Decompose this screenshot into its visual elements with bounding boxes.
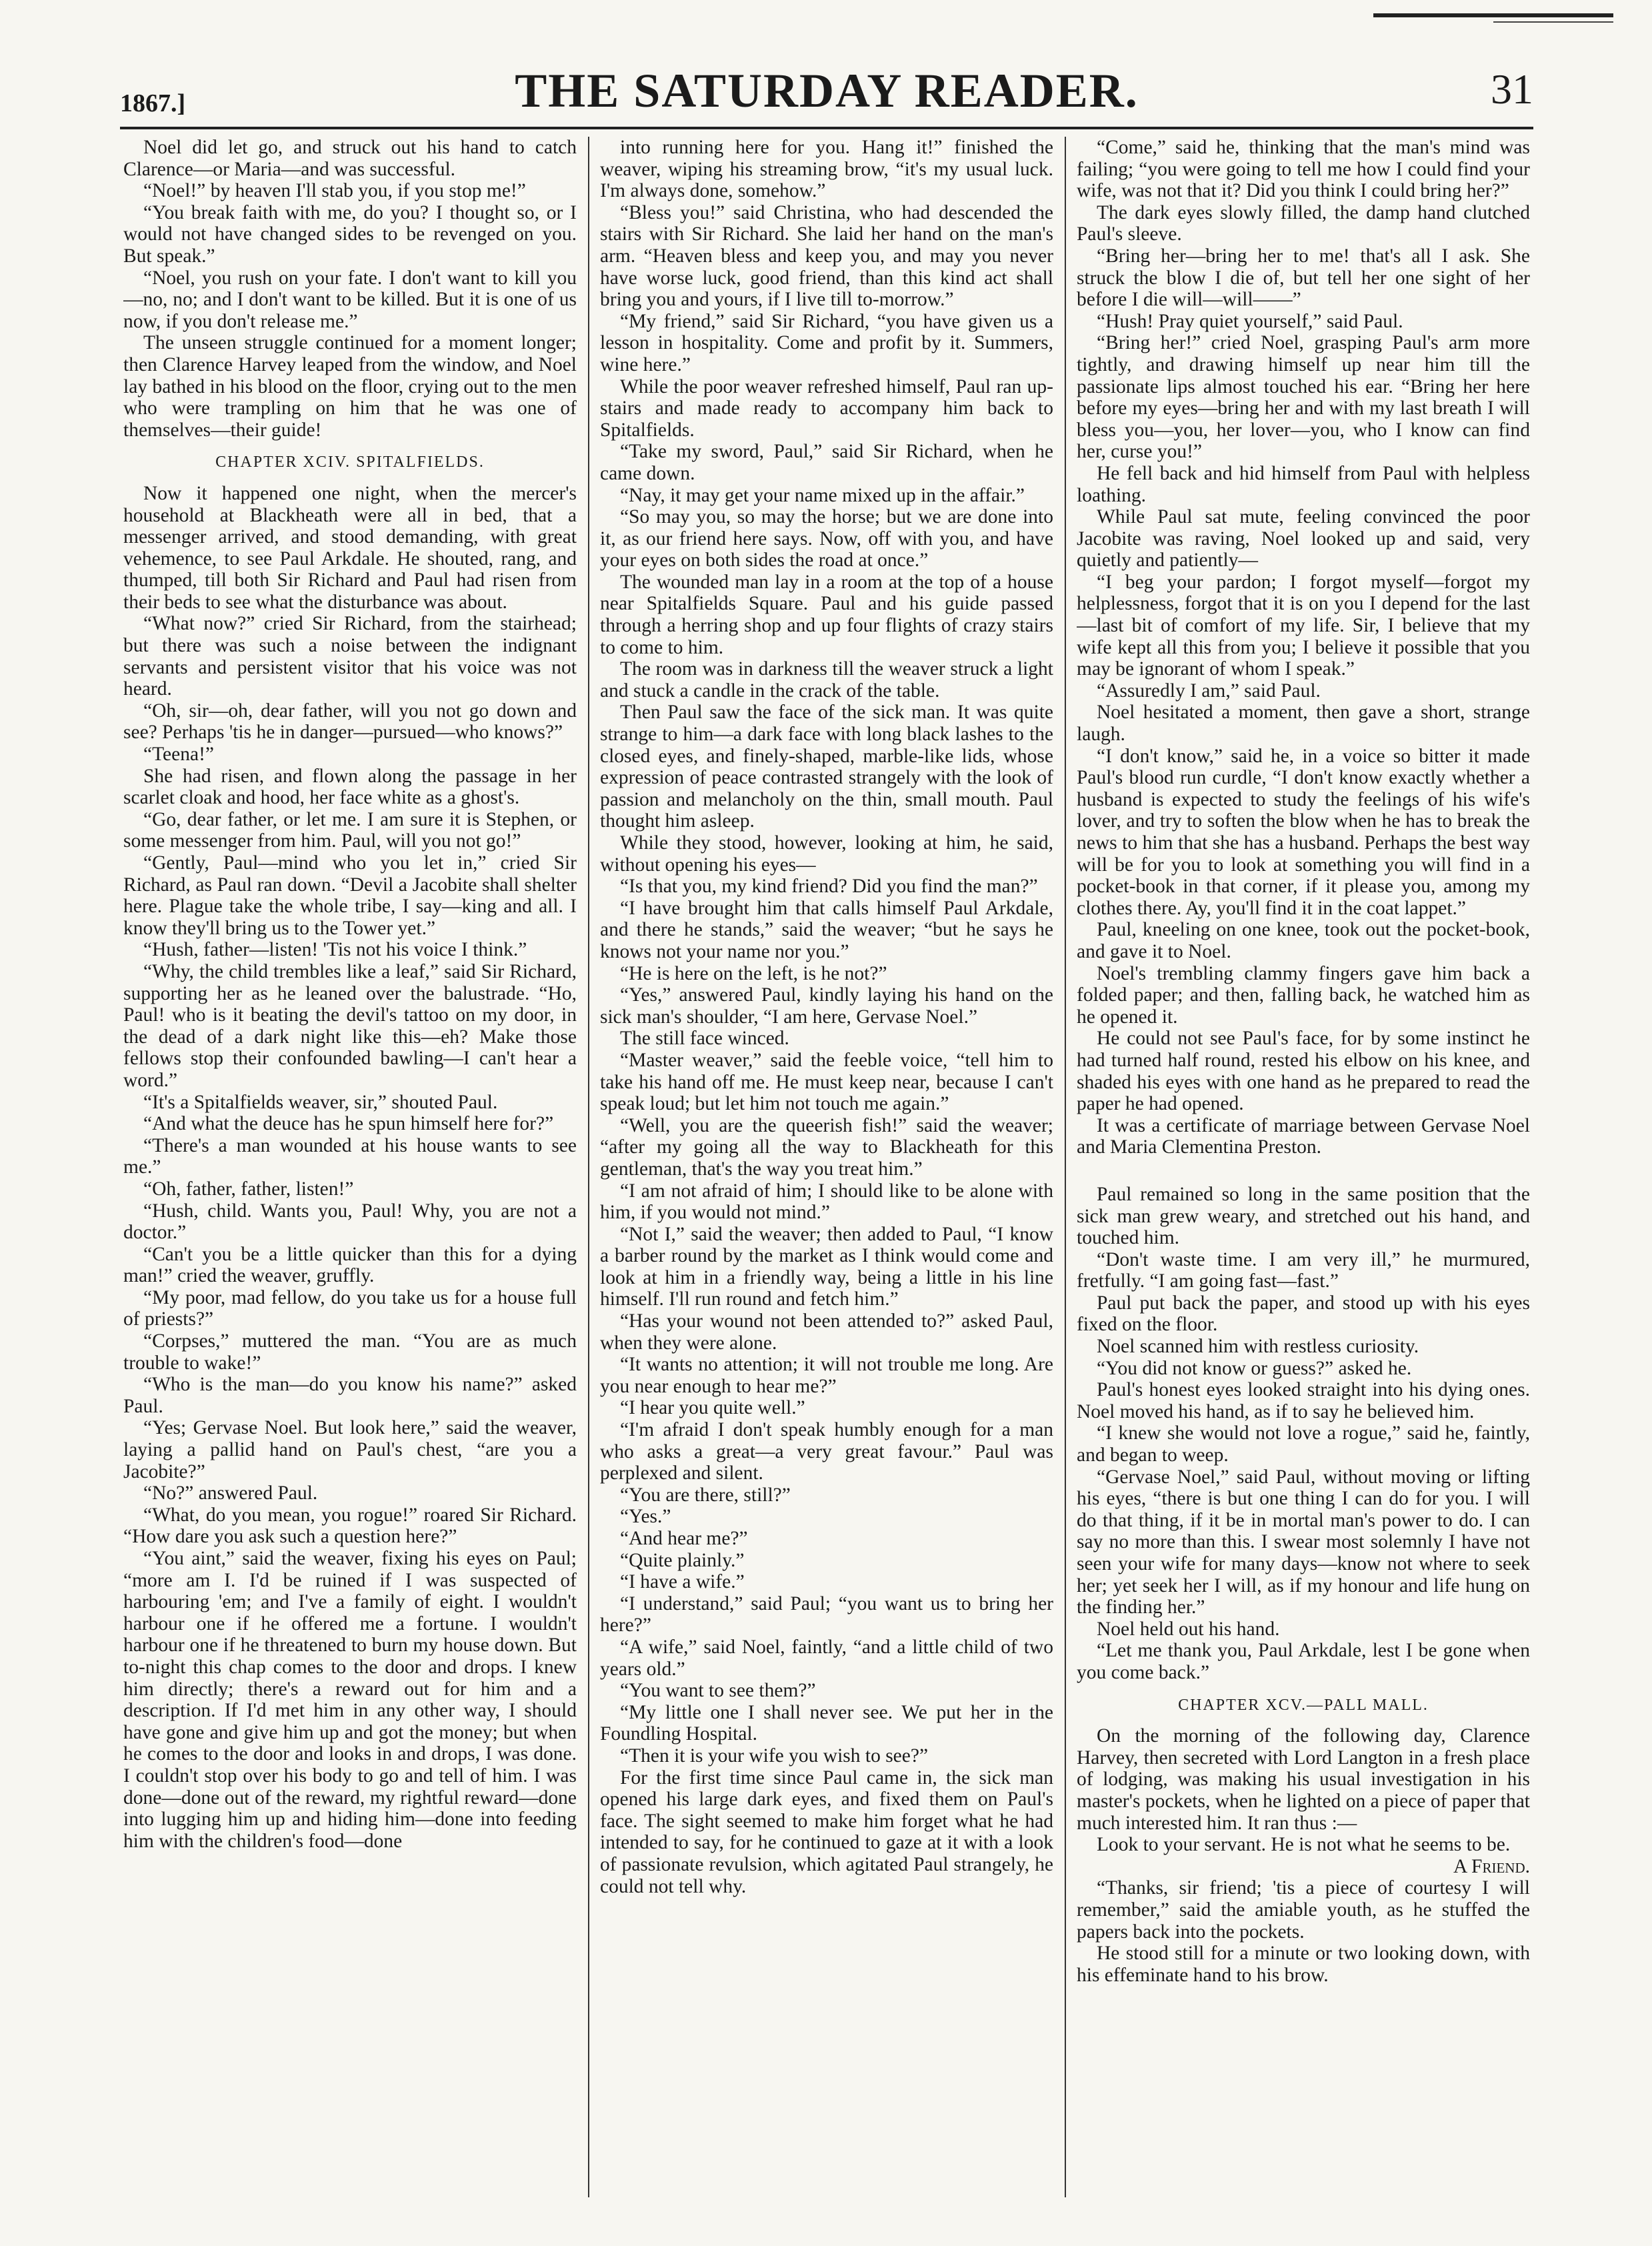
paragraph: “He is here on the left, is he not?” bbox=[620, 962, 887, 984]
paragraph: “Why, the child trembles like a leaf,” said Sir Richard, supporting her as he leaned over the balustrade. “Ho, Paul! who is it beating the devil's tattoo on my door, in the dead of a dark night like this—eh? Make those fellows stop their confounded bawling—I can't hear a word.” bbox=[123, 960, 577, 1091]
paragraph: “My little one I shall never see. We put her in the Foundling Hospital. bbox=[600, 1701, 1053, 1745]
paragraph: Paul remained so long in the same position that the sick man grew weary, and stretched out his hand, and touched him. bbox=[1077, 1183, 1530, 1249]
paragraph: The wounded man lay in a room at the top of a house near Spitalfields Square. Paul and his guide passed through a herring shop and up four flights of crazy stairs to come to him. bbox=[600, 571, 1053, 658]
paragraph: “Oh, sir—oh, dear father, will you not go down and see? Perhaps 'tis he in danger—pursued—who knows?” bbox=[123, 700, 577, 744]
paragraph: Paul's honest eyes looked straight into his dying ones. Noel moved his hand, as if to say he believed him. bbox=[1077, 1379, 1530, 1422]
paragraph: Noel did let go, and struck out his hand to catch Clarence—or Maria—and was successful. bbox=[123, 137, 577, 180]
paragraph: “There's a man wounded at his house wants to see me.” bbox=[123, 1134, 577, 1178]
paragraph: “Hush, child. Wants you, Paul! Why, you are not a doctor.” bbox=[123, 1200, 577, 1244]
paragraph: “Oh, father, father, listen!” bbox=[143, 1178, 354, 1200]
paragraph: “Thanks, sir friend; 'tis a piece of courtesy I will remember,” said the amiable youth, as he stuffed the papers back into the pockets. bbox=[1077, 1877, 1530, 1943]
paragraph: “I have brought him that calls himself Paul Arkdale, and there he stands,” said the weaver; “but he says he knows not your name nor you.” bbox=[600, 897, 1053, 962]
paragraph: It was a certificate of marriage between Gervase Noel and Maria Clementina Preston. bbox=[1077, 1114, 1530, 1158]
paragraph: “Master weaver,” said the feeble voice, “tell him to take his hand off me. He must keep near, because I can't speak loud; but let him not touch me again.” bbox=[600, 1049, 1053, 1115]
paragraph: “Gently, Paul—mind who you let in,” cried Sir Richard, as Paul ran down. “Devil a Jacobite shall shelter here. Plague take the whole tribe, I say—king and all. I know they'll bring us to the Tower yet.” bbox=[123, 852, 577, 939]
top-rule-decoration bbox=[1373, 13, 1613, 17]
paragraph: While Paul sat mute, feeling convinced the poor Jacobite was raving, Noel looked up and said, very quietly and patiently— bbox=[1077, 506, 1530, 572]
paragraph: He fell back and hid himself from Paul with helpless loathing. bbox=[1077, 462, 1530, 506]
paragraph: The dark eyes slowly filled, the damp hand clutched Paul's sleeve. bbox=[1077, 201, 1530, 245]
paragraph: “Yes.” bbox=[620, 1506, 671, 1528]
column-3 bbox=[1077, 137, 1530, 2217]
paragraph: “My friend,” said Sir Richard, “you have given us a lesson in hospitality. Come and profit by it. Summers, wine here.” bbox=[600, 310, 1053, 375]
paragraph: “It's a Spitalfields weaver, sir,” shouted Paul. bbox=[143, 1091, 498, 1113]
paragraph: Paul, kneeling on one knee, took out the pocket-book, and gave it to Noel. bbox=[1077, 919, 1530, 962]
paragraph: “You are there, still?” bbox=[620, 1484, 791, 1506]
paragraph: “Nay, it may get your name mixed up in the affair.” bbox=[620, 484, 1025, 506]
paragraph: “Who is the man—do you know his name?” asked Paul. bbox=[123, 1374, 577, 1417]
paragraph: “Bless you!” said Christina, who had descended the stairs with Sir Richard. She laid her hand on the man's arm. “Heaven bless and keep you, and may you never have worse luck, good friend, than this kind act shall bring you and yours, if I live till to-morrow.” bbox=[600, 201, 1053, 311]
paragraph: into running here for you. Hang it!” finished the weaver, wiping his streaming brow, “it's my usual luck. I'm always done, somehow.” bbox=[600, 137, 1053, 202]
paragraph: “Bring her!” cried Noel, grasping Paul's arm more tightly, and drawing himself up near him till the passionate lips almost touched his ear. “Bring her here before my eyes—bring her and with my last breath I will bless you—you, her lover—you, who I know can find her, curse you!” bbox=[1077, 332, 1530, 463]
paragraph: “I'm afraid I don't speak humbly enough for a man who asks a great—a very great favour.” Paul was perplexed and silent. bbox=[600, 1419, 1053, 1484]
paragraph: “I knew she would not love a rogue,” said he, faintly, and began to weep. bbox=[1077, 1422, 1530, 1466]
paragraph: “Is that you, my kind friend? Did you find the man?” bbox=[620, 876, 1038, 898]
masthead-title: THE SATURDAY READER. bbox=[515, 64, 1139, 117]
paragraph: “Well, you are the queerish fish!” said the weaver; “after my going all the way to Blackheath for this gentleman, that's the way you treat him.” bbox=[600, 1114, 1053, 1180]
paragraph: “No?” answered Paul. bbox=[143, 1482, 318, 1504]
paragraph: While they stood, however, looking at him, he said, without opening his eyes— bbox=[600, 832, 1053, 876]
paragraph: Now it happened one night, when the mercer's household at Blackheath were all in bed, that a messenger arrived, and stood demanding, with great vehemence, to see Paul Arkdale. He shouted, rang, and thumped, till both Sir Richard and Paul had risen from their beds to see what the disturbance was about. bbox=[123, 482, 577, 613]
paragraph: “I beg your pardon; I forgot myself—forgot my helplessness, forgot that it is on you I depend for the last—last bit of comfort of my life. Sir, I believe that my wife kept all this from you; I believe it possible that you may be ignorant of whom I speak.” bbox=[1077, 571, 1530, 680]
paragraph: “Can't you be a little quicker than this for a dying man!” cried the weaver, gruffly. bbox=[123, 1243, 577, 1287]
paragraph: “Yes,” answered Paul, kindly laying his hand on the sick man's shoulder, “I am here, Gervase Noel.” bbox=[600, 984, 1053, 1028]
header-rule bbox=[120, 127, 1533, 129]
paragraph: “I understand,” said Paul; “you want us to bring her here?” bbox=[600, 1592, 1053, 1636]
paragraph: “Quite plainly.” bbox=[620, 1549, 745, 1571]
column-divider bbox=[588, 137, 589, 2197]
paragraph: “Noel!” by heaven I'll stab you, if you stop me!” bbox=[143, 180, 526, 202]
page-header bbox=[120, 63, 1533, 137]
paragraph: “Yes; Gervase Noel. But look here,” said the weaver, laying a pallid hand on Paul's chest, “are you a Jacobite?” bbox=[123, 1417, 577, 1482]
paragraph: She had risen, and flown along the passage in her scarlet cloak and hood, her face white as a ghost's. bbox=[123, 765, 577, 809]
paragraph: The unseen struggle continued for a moment longer; then Clarence Harvey leaped from the window, and Noel lay bathed in his blood on the floor, crying out to the men who were trampling on him that he was one of themselves—their guide! bbox=[123, 332, 577, 441]
paragraph: Noel's trembling clammy fingers gave him back a folded paper; and then, falling back, he watched him as he opened it. bbox=[1077, 962, 1530, 1028]
paragraph: “Has your wound not been attended to?” asked Paul, when they were alone. bbox=[600, 1310, 1053, 1354]
column-divider bbox=[1065, 137, 1066, 2197]
paragraph: “Teena!” bbox=[143, 744, 215, 766]
paragraph: “Don't waste time. I am very ill,” he murmured, fretfully. “I am going fast—fast.” bbox=[1077, 1248, 1530, 1292]
paragraph: Paul put back the paper, and stood up with his eyes fixed on the floor. bbox=[1077, 1292, 1530, 1336]
paragraph: “And what the deuce has he spun himself here for?” bbox=[143, 1113, 554, 1135]
paragraph: “Let me thank you, Paul Arkdale, lest I be gone when you come back.” bbox=[1077, 1640, 1530, 1683]
paragraph: “Go, dear father, or let me. I am sure it is Stephen, or some messenger from him. Paul, will you not go!” bbox=[123, 808, 577, 852]
chapter-heading: CHAPTER XCIV. SPITALFIELDS. bbox=[215, 453, 485, 471]
paragraph: “What, do you mean, you rogue!” roared Sir Richard. “How dare you ask such a question here?” bbox=[123, 1504, 577, 1548]
paragraph: Noel hesitated a moment, then gave a short, strange laugh. bbox=[1077, 702, 1530, 746]
top-rule-decoration-thin bbox=[1493, 21, 1613, 23]
paragraph: “I am not afraid of him; I should like to be alone with him, if you would not mind.” bbox=[600, 1180, 1053, 1224]
paragraph: On the morning of the following day, Clarence Harvey, then secreted with Lord Langton in a fresh place of lodging, was making his usual investigation in his master's pockets, when he lighted on a piece of paper that much interested him. It ran thus :— bbox=[1077, 1725, 1530, 1834]
paragraph: “Then it is your wife you wish to see?” bbox=[620, 1745, 929, 1767]
column-2 bbox=[600, 137, 1053, 2217]
paragraph: “A wife,” said Noel, faintly, “and a little child of two years old.” bbox=[600, 1636, 1053, 1680]
paragraph: While the poor weaver refreshed himself, Paul ran up-stairs and made ready to accompany him back to Spitalfields. bbox=[600, 375, 1053, 441]
paragraph: “I have a wife.” bbox=[620, 1571, 745, 1593]
paragraph: The still face winced. bbox=[620, 1028, 789, 1050]
paragraph: “You break faith with me, do you? I thought so, or I would not have changed sides to be revenged on you. But speak.” bbox=[123, 201, 577, 267]
paragraph: “Hush, father—listen! 'Tis not his voice I think.” bbox=[143, 939, 527, 961]
paragraph: “So may you, so may the horse; but we are done into it, as our friend here says. Now, off with you, and have your eyes on both sides the road at once.” bbox=[600, 506, 1053, 572]
paragraph: “You aint,” said the weaver, fixing his eyes on Paul; “more am I. I'd be ruined if I was suspected of harbouring 'em; and I've a family of eight. I wouldn't harbour one if he offered me a fortune. I wouldn't harbour one if he threatened to burn my house down. But to-night this chap comes to the door and drops. I knew him directly; there's a reward out for him and a description. If I'd met him in any other way, I should have gone and give him up and got the money; but when he comes to the door and looks in and drops, I was done. I couldn't stop over his body to go and tell of him. I was done—done out of the reward, my rightful reward—done into lugging him up and hiding him—done into feeding him with the children's food—done bbox=[123, 1548, 577, 1852]
chapter-heading: CHAPTER XCV.—PALL MALL. bbox=[1178, 1696, 1429, 1714]
paragraph: “Come,” said he, thinking that the man's mind was failing; “you were going to tell me how I could find your wife, was not that it? Did you think I could bring her?” bbox=[1077, 137, 1530, 202]
paragraph: He could not see Paul's face, for by some instinct he had turned half round, rested his elbow on his knee, and shaded his eyes with one hand as he prepared to read the paper he had opened. bbox=[1077, 1028, 1530, 1115]
paragraph: “Corpses,” muttered the man. “You are as much trouble to wake!” bbox=[123, 1330, 577, 1374]
paragraph: Then Paul saw the face of the sick man. It was quite strange to him—a dark face with long black lashes to the closed eyes, and finely-shaped, marble-like lids, whose expression of peace contrasted strangely with the look of passion and melancholy on the thin, small mouth. Paul thought him asleep. bbox=[600, 702, 1053, 832]
paragraph: “I don't know,” said he, in a voice so bitter it made Paul's blood run curdle, “I don't know exactly whether a husband is expected to study the feelings of his wife's lover, and try to soften the blow when he has to break the news to him that she has a husband. Perhaps the best way will be for you to look at something you will find in a pocket-book in that corner, if it please you, among my clothes there. Ay, you'll find it in the coat lappet.” bbox=[1077, 745, 1530, 919]
paragraph: “My poor, mad fellow, do you take us for a house full of priests?” bbox=[123, 1286, 577, 1330]
paragraph: “Assuredly I am,” said Paul. bbox=[1097, 680, 1321, 702]
column-1 bbox=[123, 137, 577, 2217]
paragraph: The room was in darkness till the weaver struck a light and stuck a candle in the crack of the table. bbox=[600, 658, 1053, 702]
paragraph: “What now?” cried Sir Richard, from the stairhead; but there was such a noise between the indignant servants and persistent visitor that his voice was not heard. bbox=[123, 613, 577, 700]
paragraph: “Hush! Pray quiet yourself,” said Paul. bbox=[1097, 310, 1403, 332]
paragraph: “Bring her—bring her to me! that's all I ask. She struck the blow I die of, but tell her one sight of her before I die will—will——” bbox=[1077, 245, 1530, 311]
paragraph: For the first time since Paul came in, the sick man opened his large dark eyes, and fixed them on Paul's face. The sight seemed to make him forget what he had intended to say, for he continued to gaze at it with a look of passionate revulsion, which agitated Paul strangely, he could not tell why. bbox=[600, 1767, 1053, 1897]
paragraph: Noel scanned him with restless curiosity. bbox=[1097, 1336, 1419, 1358]
paragraph: “I hear you quite well.” bbox=[620, 1397, 805, 1419]
paragraph: Noel held out his hand. bbox=[1097, 1618, 1280, 1640]
paragraph: “You want to see them?” bbox=[620, 1680, 816, 1702]
paragraph: “It wants no attention; it will not trouble me long. Are you near enough to hear me?” bbox=[600, 1354, 1053, 1397]
paragraph: “Not I,” said the weaver; then added to Paul, “I know a barber round by the market as I think would come and look at him in a friendly way, being a little in his line himself. I'll run round and fetch him.” bbox=[600, 1223, 1053, 1310]
paragraph: “Take my sword, Paul,” said Sir Richard, when he came down. bbox=[600, 441, 1053, 484]
paragraph: “Noel, you rush on your fate. I don't want to kill you—no, no; and I don't want to be killed. But it is one of us now, if you don't release me.” bbox=[123, 267, 577, 332]
paragraph: “You did not know or guess?” asked he. bbox=[1097, 1357, 1412, 1379]
page-number: 31 bbox=[1491, 65, 1533, 113]
paragraph: He stood still for a minute or two looking down, with his effeminate hand to his brow. bbox=[1077, 1943, 1530, 1986]
paragraph: “And hear me?” bbox=[620, 1528, 748, 1549]
note-signature: A Friend. bbox=[1453, 1855, 1530, 1877]
note-text: Look to your servant. He is not what he seems to be. bbox=[1097, 1834, 1511, 1856]
issue-year: 1867.] bbox=[120, 89, 186, 117]
paragraph: “Gervase Noel,” said Paul, without moving or lifting his eyes, “there is but one thing I can do for you. I will do that thing, if it be in mortal man's power to do. I can say no more than this. I swear most solemnly I have not seen your wife for many days—know not where to seek her; yet seek her I will, as if my honour and life hung on the finding her.” bbox=[1077, 1466, 1530, 1618]
